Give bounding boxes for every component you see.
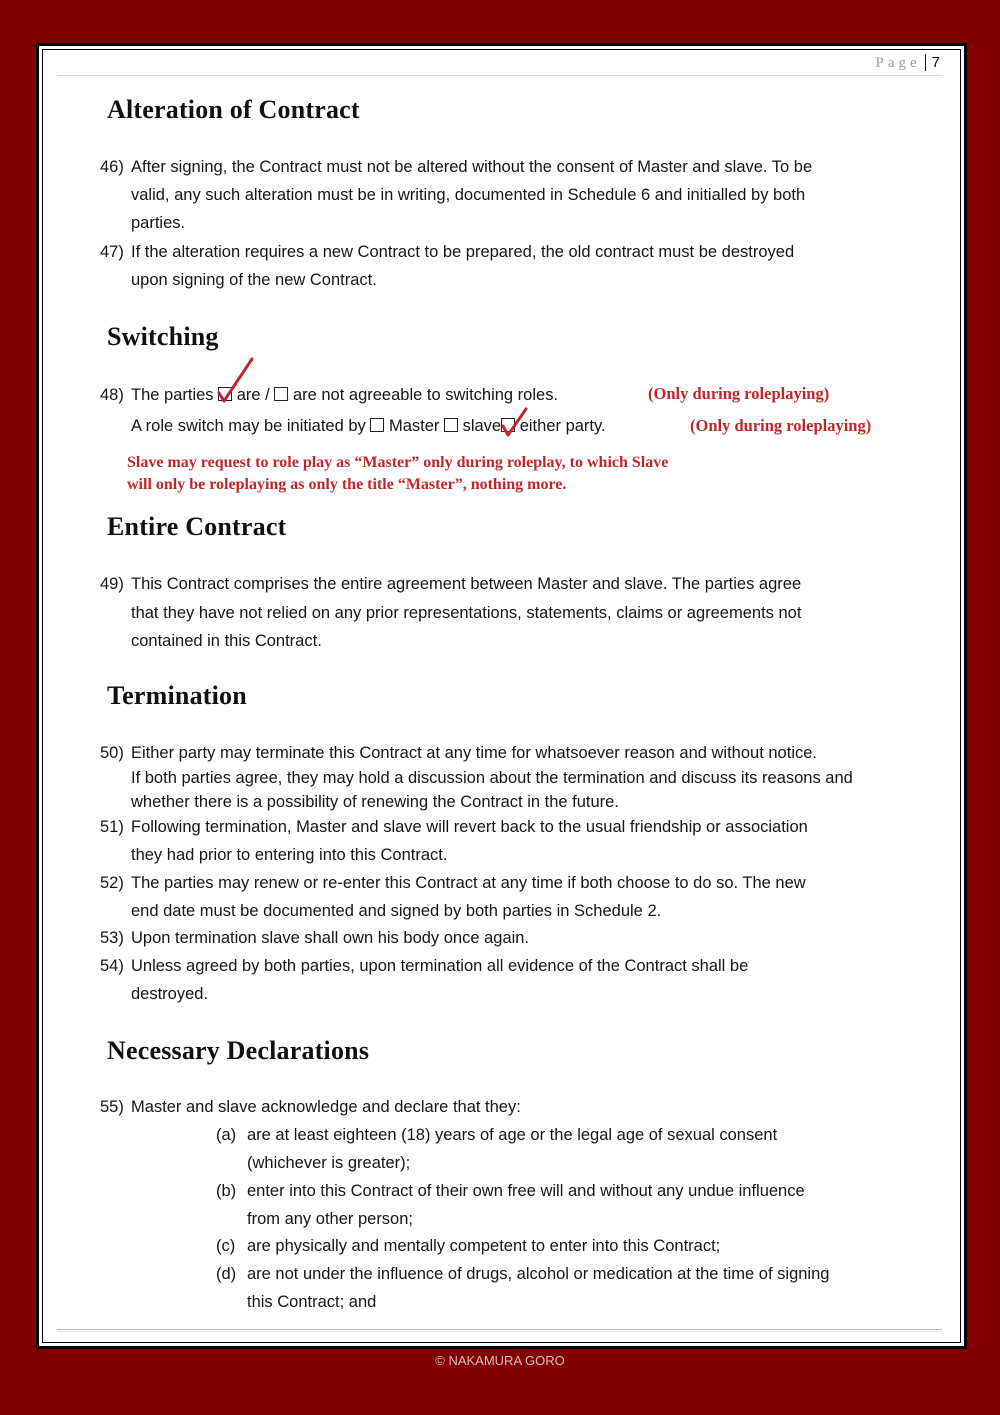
subclause-text — [247, 1232, 720, 1260]
clause-text-line: that they have not relied on any prior representations, statements, claims or agreements not — [131, 603, 802, 622]
clause-text-line: upon signing of the new Contract. — [131, 271, 377, 289]
option-master-label: Master — [388, 417, 440, 435]
clause-text — [131, 924, 529, 952]
clause-text — [131, 381, 558, 409]
checkbox-are[interactable] — [218, 387, 232, 401]
clause-number: 55) — [100, 1098, 124, 1116]
clause-text-line: This Contract comprises the entire agreement between Master and slave. The parties agree — [131, 575, 802, 593]
switching-initiator-lead: A role switch may be initiated by — [131, 417, 366, 435]
clause-text — [131, 741, 853, 815]
subclause-text — [247, 1121, 777, 1177]
clause-text-line: (whichever is greater); — [247, 1154, 411, 1172]
clause-text-line: they had prior to entering into this Contract. — [131, 846, 448, 864]
clause-text-line: If both parties agree, they may hold a discussion about the termination and discuss its reasons and — [131, 768, 853, 787]
subclause-label: (a) — [216, 1126, 237, 1144]
clause-text-line: are physically and mentally competent to enter into this Contract; — [247, 1237, 721, 1255]
section-heading-entire-contract: Entire Contract — [107, 512, 287, 541]
option-either-party-label: either party. — [519, 417, 606, 435]
clause-text-line: If the alteration requires a new Contract to be prepared, the old contract must be destroyed — [131, 243, 795, 261]
clause-text-line: parties. — [131, 214, 186, 232]
clause-text-line: Upon termination slave shall own his body once again. — [131, 929, 530, 947]
clause-number: 50) — [100, 744, 124, 762]
clause-number: 48) — [100, 386, 124, 404]
clause-text-line: this Contract; and — [247, 1293, 377, 1311]
page-number: 7 — [925, 54, 940, 71]
option-are-not-label: are not agreeable to switching roles. — [292, 386, 559, 404]
checkbox-either-party[interactable] — [501, 418, 515, 432]
section-heading-alteration: Alteration of Contract — [107, 95, 360, 124]
section-heading-termination: Termination — [107, 681, 247, 710]
clause-text-line: contained in this Contract. — [131, 632, 322, 650]
clause-text — [131, 813, 808, 869]
clause-text-line: valid, any such alteration must be in writing, documented in Schedule 6 and initialled by both — [131, 186, 806, 204]
page-number-header — [875, 53, 940, 73]
checkbox-are-not[interactable] — [274, 387, 288, 401]
option-are-label: are / — [236, 386, 270, 404]
clause-text-line: are at least eighteen (18) years of age or the legal age of sexual consent — [247, 1126, 778, 1144]
clause-text-line: After signing, the Contract must not be altered without the consent of Master and slave. To be — [131, 158, 813, 176]
subclause-label: (c) — [216, 1237, 236, 1255]
clause-text — [131, 952, 748, 1008]
clause-number: 51) — [100, 818, 124, 836]
remark-line: Slave may request to role play as “Master” only during roleplay, to which Slave — [127, 454, 669, 471]
header-divider — [57, 75, 942, 76]
subclause-label: (b) — [216, 1182, 237, 1200]
subclause-text — [247, 1260, 829, 1316]
checkbox-slave[interactable] — [444, 418, 458, 432]
section-heading-switching: Switching — [107, 322, 219, 351]
clause-text-line: The parties may renew or re-enter this Contract at any time if both choose to do so. The new — [131, 874, 806, 892]
handwritten-check-icon — [498, 406, 530, 440]
subclause-label: (d) — [216, 1265, 237, 1283]
clause-text-line: destroyed. — [131, 985, 209, 1003]
clause-text-line: from any other person; — [247, 1210, 413, 1228]
clause-number: 47) — [100, 243, 124, 261]
switching-lead-text: The parties — [131, 386, 214, 404]
subclause-text — [247, 1177, 805, 1233]
clause-text-line: enter into this Contract of their own free will and without any undue influence — [247, 1182, 805, 1200]
clause-text — [131, 153, 812, 237]
roleplay-annotation-2: (Only during roleplaying) — [690, 416, 872, 435]
roleplay-annotation-1: (Only during roleplaying) — [648, 384, 830, 403]
roleplay-remark — [127, 452, 668, 496]
clause-text — [131, 1093, 521, 1121]
clause-text — [131, 238, 794, 294]
remark-line: will only be roleplaying as only the title “Master”, nothing more. — [127, 476, 567, 493]
clause-text-line: Either party may terminate this Contract at any time for whatsoever reason and without notice. — [131, 744, 817, 762]
option-slave-label: slave — [462, 417, 502, 435]
clause-number: 54) — [100, 957, 124, 975]
clause-text — [131, 869, 806, 925]
page-label: Page — [875, 55, 921, 71]
clause-number: 53) — [100, 929, 124, 947]
clause-text-line: Master and slave acknowledge and declare that they: — [131, 1098, 521, 1116]
clause-text-line: are not under the influence of drugs, alcohol or medication at the time of signing — [247, 1265, 830, 1283]
section-heading-declarations: Necessary Declarations — [107, 1036, 370, 1065]
clause-text-line: Unless agreed by both parties, upon termination all evidence of the Contract shall be — [131, 957, 749, 975]
checkbox-master[interactable] — [370, 418, 384, 432]
clause-text-line: end date must be documented and signed by both parties in Schedule 2. — [131, 902, 662, 920]
clause-number: 46) — [100, 158, 124, 176]
handwritten-check-icon — [215, 356, 255, 404]
clause-text — [131, 412, 606, 440]
copyright-footer: © NAKAMURA GORO — [435, 1353, 565, 1368]
clause-number: 52) — [100, 874, 124, 892]
clause-number: 49) — [100, 575, 124, 593]
clause-text-line: Following termination, Master and slave will revert back to the usual friendship or association — [131, 818, 808, 836]
clause-text-line: whether there is a possibility of renewing the Contract in the future. — [131, 793, 619, 811]
clause-text — [131, 570, 801, 656]
footer-divider — [57, 1329, 942, 1332]
